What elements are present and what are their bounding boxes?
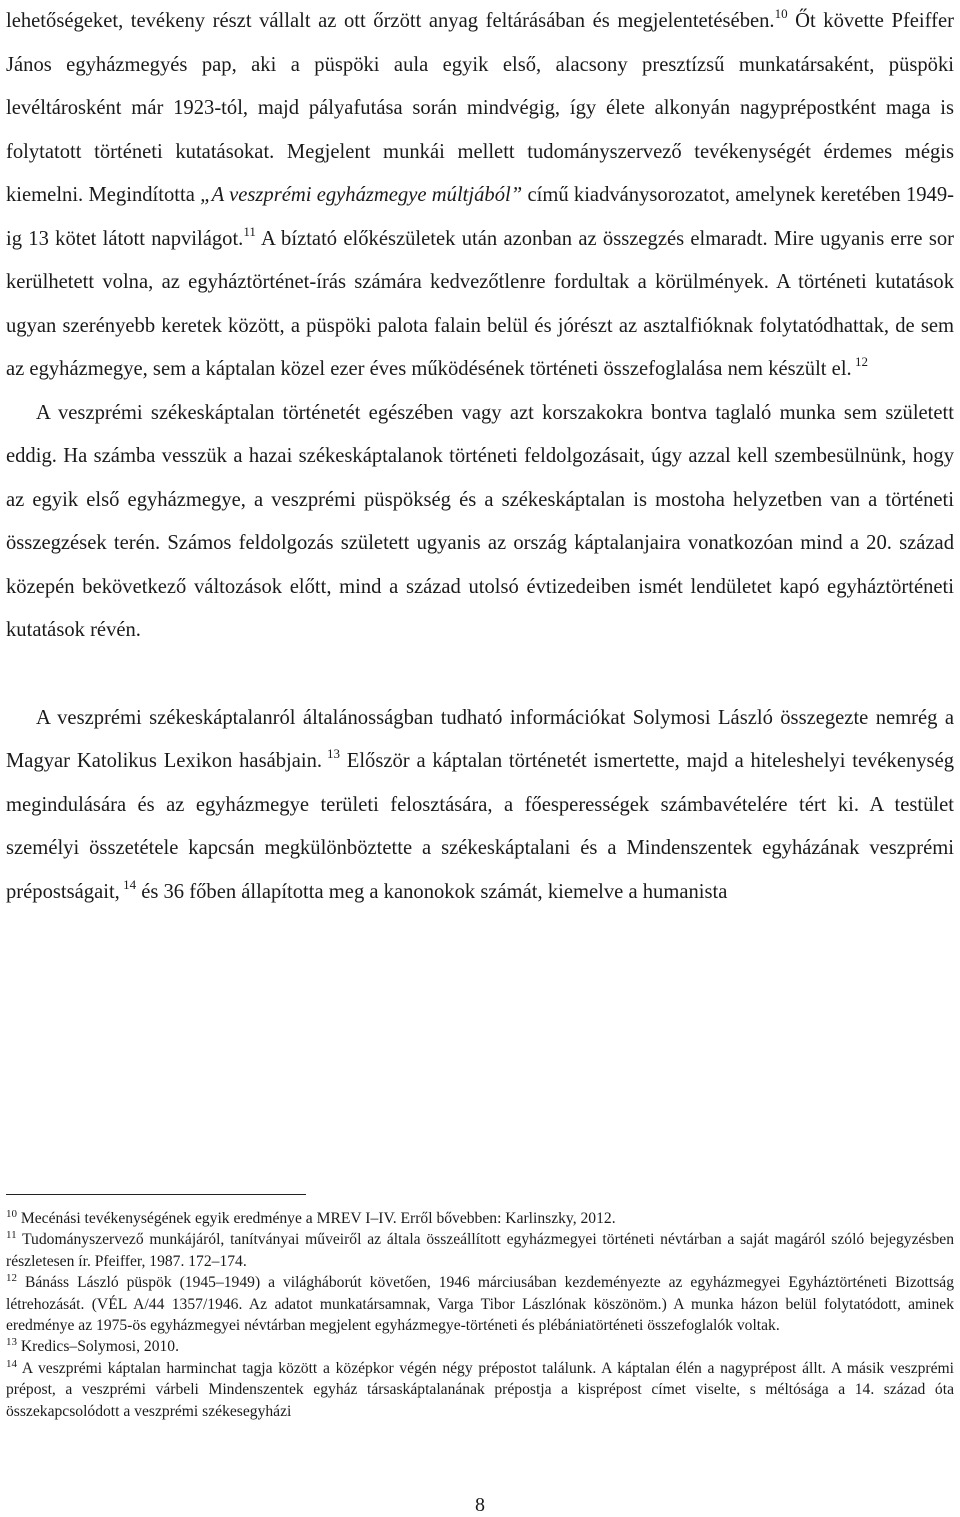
paragraph-gap (6, 653, 954, 697)
series-title: „A veszprémi egyházmegye múltjából” (200, 184, 523, 206)
footnote-number: 10 (6, 1208, 17, 1220)
paragraph-1 (6, 0, 954, 392)
paragraph-1-continuation: lehetőségeket, tevékeny részt vállalt az ott őrzött anyag feltárásában és megjelentetésében. (6, 10, 775, 32)
footnote-text: Tudományszervező munkájáról, tanítványai műveiről az általa összeállított egyházmegyei történeti névtárban a saját magáról szóló bejegyzésben részletesen ír. Pfeiffer, 1987. 172–174. (6, 1231, 954, 1270)
footnote-11 (6, 1229, 954, 1272)
footnote-text: A veszprémi káptalan harminchat tagja között a középkor végén négy prépostot találunk. A káptalan élén a nagyprépost állt. A másik veszprémi prépost, a veszprémi várbeli Mindenszentek egyház társaskáptalanának prépostja a kisprépost címet viselte, s méltósága a 14. század óta összekapcsolódott a veszprémi székesegyházi (6, 1359, 954, 1420)
footnote-separator (6, 1194, 306, 1195)
paragraph-3-text-c: és 36 főben állapította meg a kanonokok számát, kiemelve a humanista (136, 880, 728, 903)
body-text (6, 0, 954, 914)
paragraph-1-text-b: című kiadványsorozatot, amelynek keretében 1949-ig 13 kötet látott napvilágot. (6, 184, 954, 250)
paragraph-3-text-b: Először a káptalan történetét ismertette, majd a hiteleshelyi tevékenység megindulására és az egyházmegye területi felosztására, a főesperességek számbavételére tért ki. A testület személyi összetétele kapcsán megkülönböztette a székeskáptalani és a Mindenszentek egyházának veszprémi prépostságait, (6, 750, 955, 903)
footnote-number: 12 (6, 1272, 17, 1285)
footnote-text: Bánáss László püspök (1945–1949) a világháborút követően, 1946 márciusában kezdeményezte az egyházmegyei Egyháztörténeti Bizottság létrehozását. (VÉL A/44 1357/1946. Az adatot munkatársamnak, Varga Tibor Lászlónak köszönöm.) A munka házon belül folytatódott, aminek eredménye az 1975-ös egyházmegyei névtárban megjelent egyházmegye-történeti és plébániatörténeti összefoglalók voltak. (6, 1274, 954, 1335)
footnote-14 (6, 1358, 954, 1422)
footnote-ref-10[interactable]: 10 (774, 6, 788, 21)
footnote-ref-13[interactable]: 13 (322, 746, 340, 761)
footnote-ref-11[interactable]: 11 (243, 223, 256, 239)
footnote-12 (6, 1272, 954, 1336)
paragraph-3-text-a: A veszprémi székeskáptalanról általánosságban tudható információkat Solymosi László összegezte nemrég a Magyar Katolikus Lexikon hasábjain. (6, 706, 954, 772)
footnote-text: Kredics–Solymosi, 2010. (17, 1338, 179, 1356)
footnote-number: 13 (6, 1336, 17, 1349)
paragraph-1-text-c: A bíztató előkészületek után azonban az összegzés elmaradt. Mire ugyanis erre sor kerülhetett volna, az egyháztörténet-írás számára kedvezőtlenre fordultak a körülmények. A történeti kutatások ugyan szerényebb keretek között, a püspöki palota falain belül és jórészt az asztalfióknak folytatódhattak, de sem az egyházmegye, sem a káptalan közel ezer éves működésének történeti összefoglalása nem készült el. (6, 227, 954, 380)
footnote-ref-14[interactable]: 14 (119, 876, 137, 892)
paragraph-2: A veszprémi székeskáptalan történetét egészében vagy azt korszakokra bontva taglaló munka sem született eddig. Ha számba vesszük a hazai székeskáptalanok történeti feldolgozásait, úgy azzal kell szembesülnünk, hogy az egyik első egyházmegye, a veszprémi püspökség és a székeskáptalan is mostoha helyzetben van a történeti összegzések terén. Számos feldolgozás született ugyanis az ország káptalanjaira vonatkozóan mind a 20. század közepén bekövetkező változások előtt, mind a század utolsó évtizedeiben ismét lendületet kapó egyháztörténeti kutatások révén. (6, 401, 954, 641)
footnote-number: 14 (6, 1357, 17, 1370)
footnote-number: 11 (6, 1229, 17, 1242)
footnote-ref-12[interactable]: 12 (851, 354, 868, 369)
page-number: 8 (475, 1494, 485, 1516)
paragraph-1-text-a: Őt követte Pfeiffer János egyházmegyés pap, aki a püspöki aula egyik első, alacsony presztízsű munkatársaként, püspöki levéltárosként már 1923-tól, majd pályafutása során mindvégig, így élete alkonyán nagyprépostként maga is folytatott történeti kutatásokat. Megjelent munkái mellett tudományszervező tevékenységét érdemes mégis kiemelni. Megindította (6, 10, 954, 206)
footnote-text: Mecénási tevékenységének egyik eredménye a MREV I–IV. Erről bővebben: Karlinszky, 2012. (17, 1210, 616, 1227)
footnote-10 (6, 1208, 954, 1229)
footnote-13 (6, 1336, 954, 1357)
paragraph-3 (6, 697, 954, 915)
footnotes (6, 1208, 954, 1422)
